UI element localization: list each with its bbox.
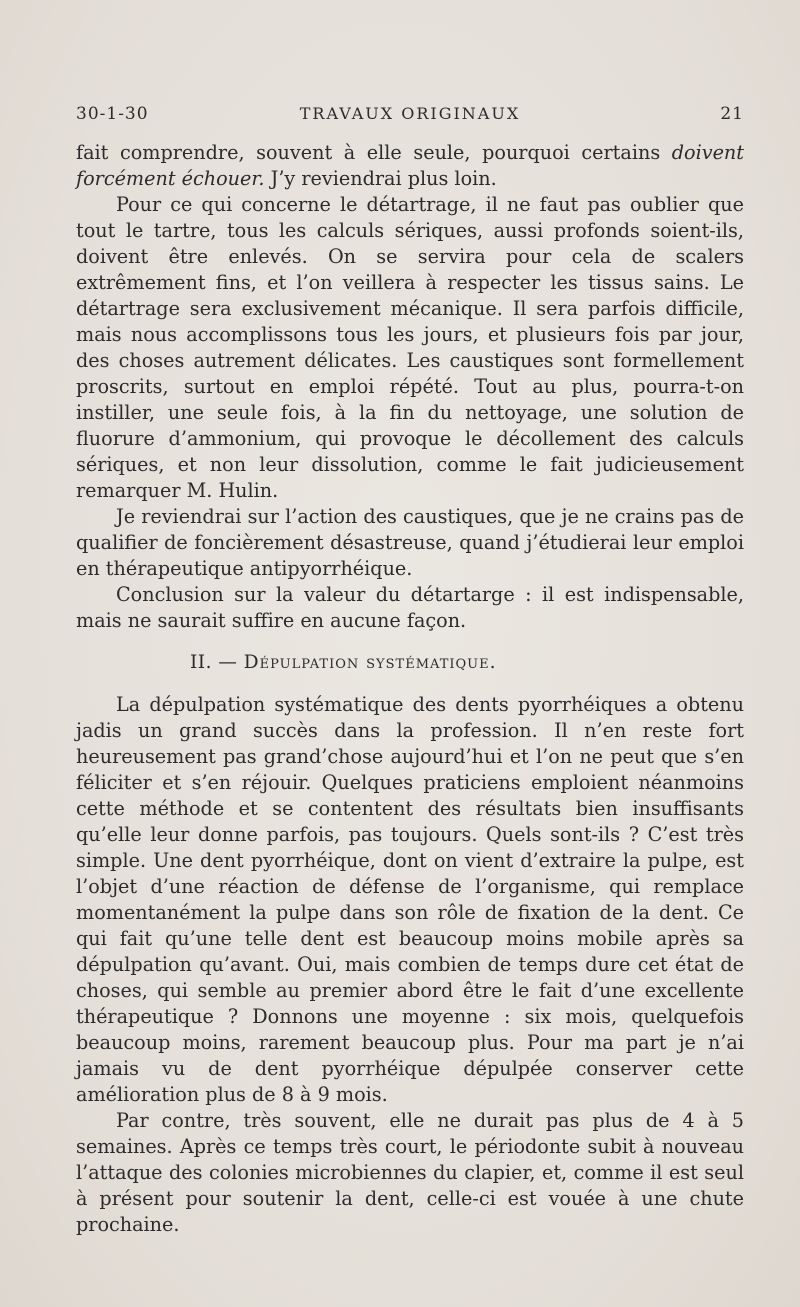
paragraph-2: Pour ce qui concerne le détartrage, il ne faut pas oublier que tout le tartre, tous les calculs sériques, aussi profonds soient-ils, doivent être enlevés. On se servira pour cela de scalers extrêmement fins, et l’on veillera à respecter les tissus sains. Le détartrage sera exclusivement mécanique. Il sera parfois difficile, mais nous accomplissons tous les jours, et plusieurs fois par jour, des choses autrement délicates. Les caustiques sont formellement proscrits, surtout en emploi répété. Tout au plus, pourra-t-on instiller, une seule fois, à la fin du nettoyage, une solution de fluorure d’ammonium, qui provoque le décollement des calculs sériques, et non leur dissolution, comme le fait judicieusement remarquer M. Hulin.: [76, 193, 744, 502]
header-title: TRAVAUX ORIGINAUX: [299, 104, 521, 123]
running-header: [76, 104, 744, 130]
section-heading: [190, 650, 744, 676]
page-number: 21: [720, 104, 744, 124]
section-number: II. —: [190, 652, 244, 673]
paragraph-1-start: fait comprendre, souvent à elle seule, pourquoi certains: [76, 141, 672, 164]
paragraph-6: Par contre, très souvent, elle ne durait pas plus de 4 à 5 semaines. Après ce temps très court, le périodonte subit à nouveau l’attaque des colonies microbiennes du clapier, et, comme il est seul à présent pour soutenir la dent, celle-ci est vouée à une chute prochaine.: [76, 1109, 744, 1236]
paragraph-1: [76, 140, 744, 192]
paragraph-4: Conclusion sur la valeur du détartarge : il est indispensable, mais ne saurait suffire en aucune façon.: [76, 583, 744, 632]
paragraph-1-emphasis: doivent forcément échouer.: [76, 141, 744, 190]
paragraph-3: Je reviendrai sur l’action des caustiques, que je ne crains pas de qualifier de foncièrement désastreuse, quand j’étudierai leur emploi en thérapeutique antipyorrhéique.: [76, 505, 744, 580]
paragraph-5: La dépulpation systématique des dents pyorrhéiques a obtenu jadis un grand succès dans la profession. Il n’en reste fort heureusement pas grand’chose aujourd’hui et l’on ne peut que s’en féliciter et s’en réjouir. Quelques praticiens emploient néanmoins cette méthode et se contentent des résultats bien insuffisants qu’elle leur donne parfois, pas toujours. Quels sont-ils ? C’est très simple. Une dent pyorrhéique, dont on vient d’extraire la pulpe, est l’objet d’une réaction de défense de l’organisme, qui remplace momentanément la pulpe dans son rôle de fixation de la dent. Ce qui fait qu’une telle dent est beaucoup moins mobile après sa dépulpation qu’avant. Oui, mais combien de temps dure cet état de choses, qui semble au premier abord être le fait d’une excellente thérapeutique ? Donnons une moyenne : six mois, quelquefois beaucoup moins, rarement beaucoup plus. Pour ma part je n’ai jamais vu de dent pyorrhéique dépulpée conserver cette amélioration plus de 8 à 9 mois.: [76, 693, 744, 1106]
paragraph-1-end: J’y reviendrai plus loin.: [264, 167, 497, 190]
section-title: Dépulpation systématique.: [243, 652, 497, 673]
header-date: 30-1-30: [76, 104, 149, 124]
article-body: [76, 140, 744, 1238]
